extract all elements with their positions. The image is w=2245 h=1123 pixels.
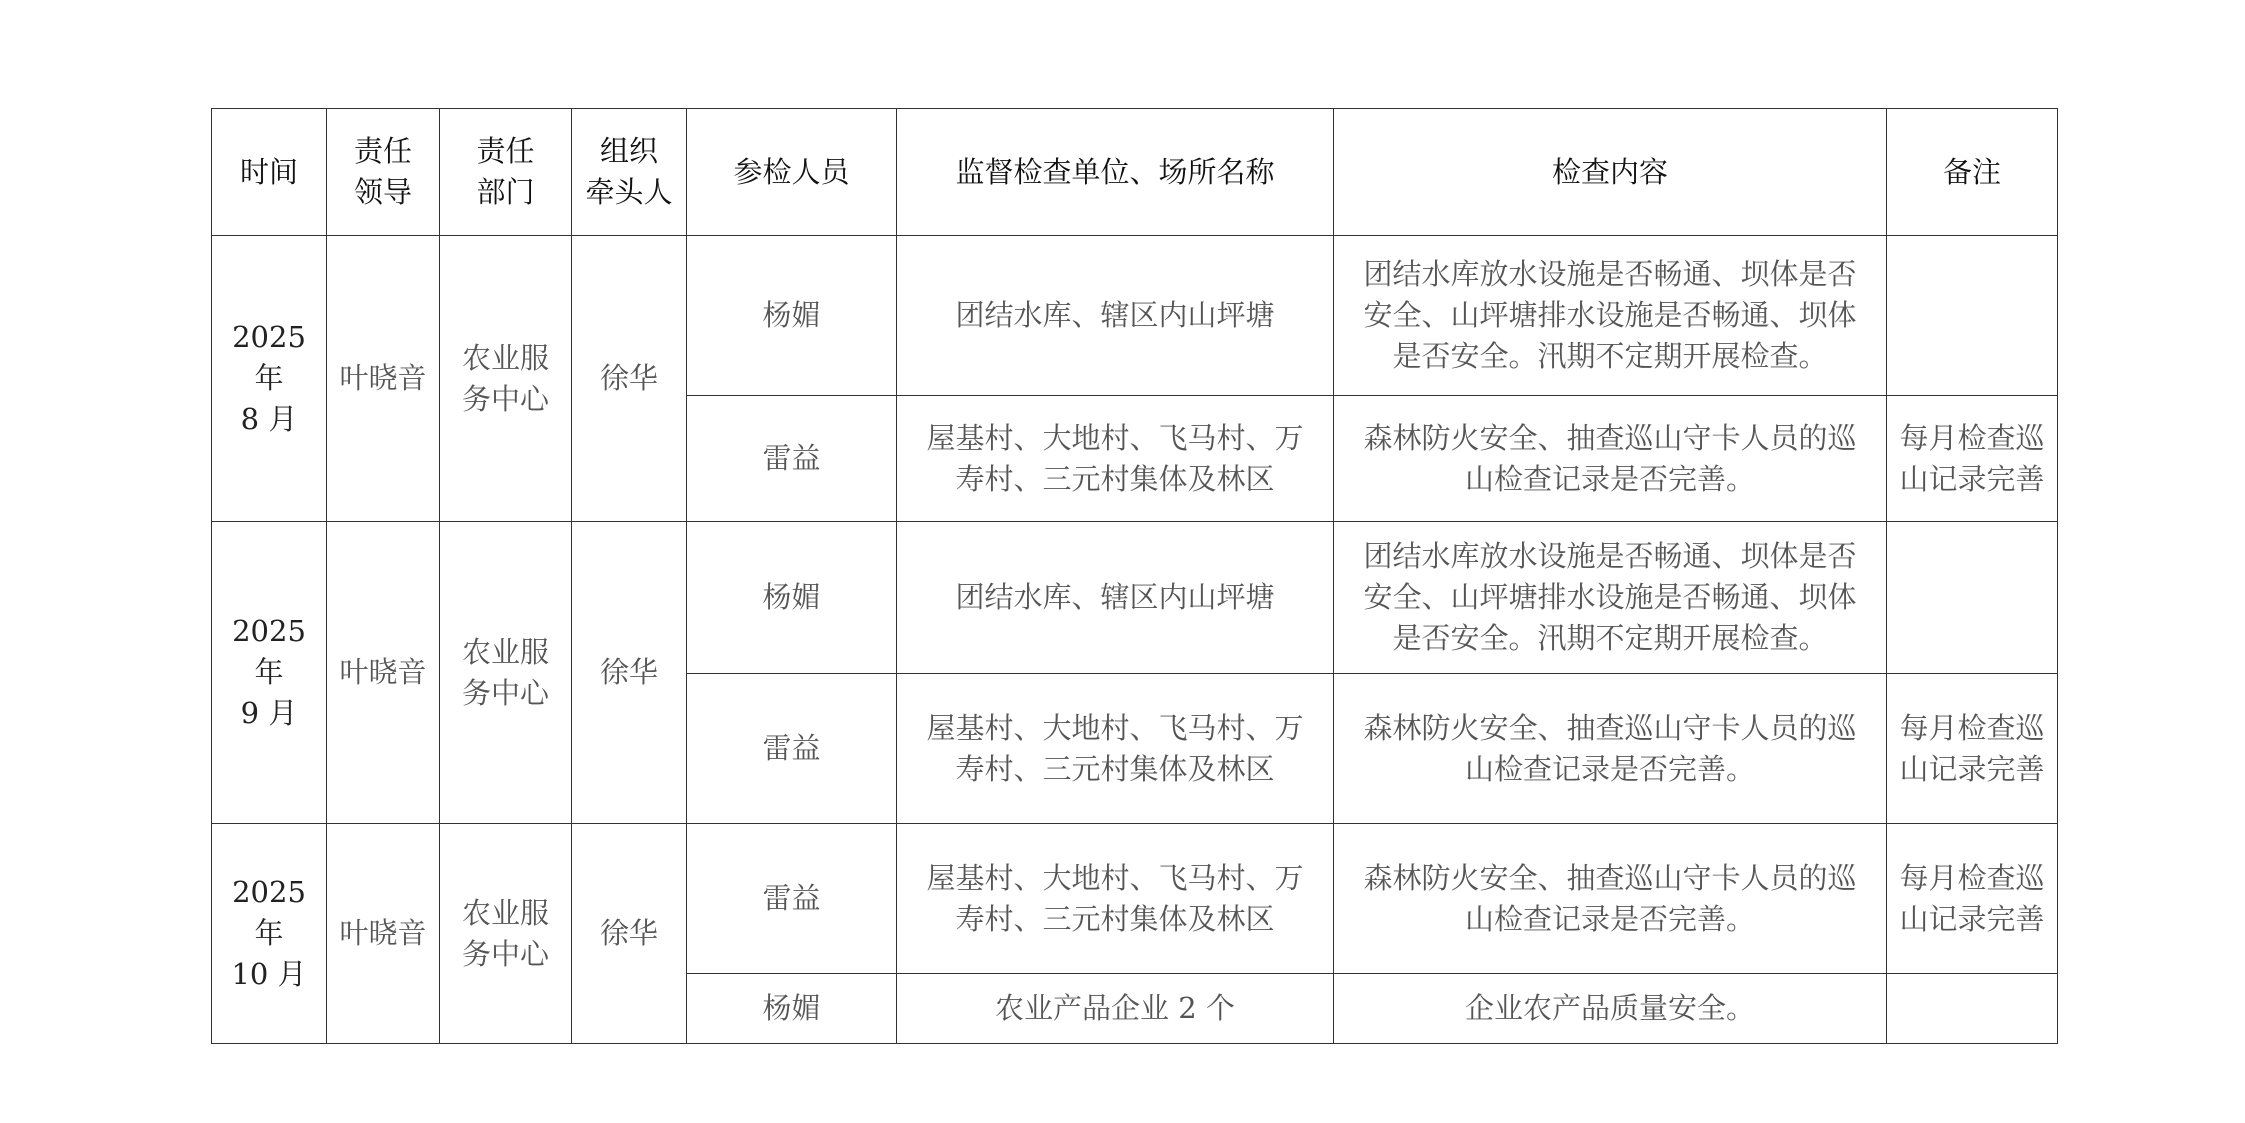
- header-leader: 责任 领导: [327, 109, 440, 236]
- leader-cell: 叶晓音: [327, 824, 440, 1044]
- remark-cell: 每月检查巡 山记录完善: [1887, 396, 2058, 522]
- inspector-cell: 雷益: [687, 674, 897, 824]
- header-organizer: 组织 牵头人: [572, 109, 687, 236]
- inspection-schedule-table: [211, 108, 2058, 1044]
- unit-cell: 农业产品企业 2 个: [897, 974, 1334, 1044]
- inspector-cell: 杨媚: [687, 236, 897, 396]
- table-row: [212, 824, 2058, 974]
- content-cell: 团结水库放水设施是否畅通、坝体是否 安全、山坪塘排水设施是否畅通、坝体 是否安全。汛期不定期开展检查。: [1334, 522, 1887, 674]
- header-department: 责任 部门: [440, 109, 572, 236]
- time-cell: 2025 年 9 月: [212, 522, 327, 824]
- organizer-cell: 徐华: [572, 824, 687, 1044]
- table-row: [212, 236, 2058, 396]
- header-row: [212, 109, 2058, 236]
- unit-cell: 团结水库、辖区内山坪塘: [897, 236, 1334, 396]
- unit-cell: 屋基村、大地村、飞马村、万 寿村、三元村集体及林区: [897, 396, 1334, 522]
- leader-cell: 叶晓音: [327, 522, 440, 824]
- content-cell: 森林防火安全、抽查巡山守卡人员的巡 山检查记录是否完善。: [1334, 824, 1887, 974]
- inspector-cell: 杨媚: [687, 522, 897, 674]
- inspector-cell: 雷益: [687, 396, 897, 522]
- remark-cell: 每月检查巡 山记录完善: [1887, 824, 2058, 974]
- header-time: 时间: [212, 109, 327, 236]
- time-cell: 2025 年 8 月: [212, 236, 327, 522]
- unit-cell: 团结水库、辖区内山坪塘: [897, 522, 1334, 674]
- organizer-cell: 徐华: [572, 236, 687, 522]
- remark-cell: [1887, 974, 2058, 1044]
- remark-cell: [1887, 522, 2058, 674]
- table-row: [212, 522, 2058, 674]
- content-cell: 森林防火安全、抽查巡山守卡人员的巡 山检查记录是否完善。: [1334, 396, 1887, 522]
- inspector-cell: 杨媚: [687, 974, 897, 1044]
- header-units: 监督检查单位、场所名称: [897, 109, 1334, 236]
- department-cell: 农业服 务中心: [440, 236, 572, 522]
- header-content: 检查内容: [1334, 109, 1887, 236]
- time-cell: 2025 年 10 月: [212, 824, 327, 1044]
- header-remarks: 备注: [1887, 109, 2058, 236]
- department-cell: 农业服 务中心: [440, 824, 572, 1044]
- content-cell: 团结水库放水设施是否畅通、坝体是否 安全、山坪塘排水设施是否畅通、坝体 是否安全。汛期不定期开展检查。: [1334, 236, 1887, 396]
- organizer-cell: 徐华: [572, 522, 687, 824]
- header-inspectors: 参检人员: [687, 109, 897, 236]
- leader-cell: 叶晓音: [327, 236, 440, 522]
- content-cell: 森林防火安全、抽查巡山守卡人员的巡 山检查记录是否完善。: [1334, 674, 1887, 824]
- unit-cell: 屋基村、大地村、飞马村、万 寿村、三元村集体及林区: [897, 824, 1334, 974]
- unit-cell: 屋基村、大地村、飞马村、万 寿村、三元村集体及林区: [897, 674, 1334, 824]
- remark-cell: 每月检查巡 山记录完善: [1887, 674, 2058, 824]
- department-cell: 农业服 务中心: [440, 522, 572, 824]
- content-cell: 企业农产品质量安全。: [1334, 974, 1887, 1044]
- inspector-cell: 雷益: [687, 824, 897, 974]
- remark-cell: [1887, 236, 2058, 396]
